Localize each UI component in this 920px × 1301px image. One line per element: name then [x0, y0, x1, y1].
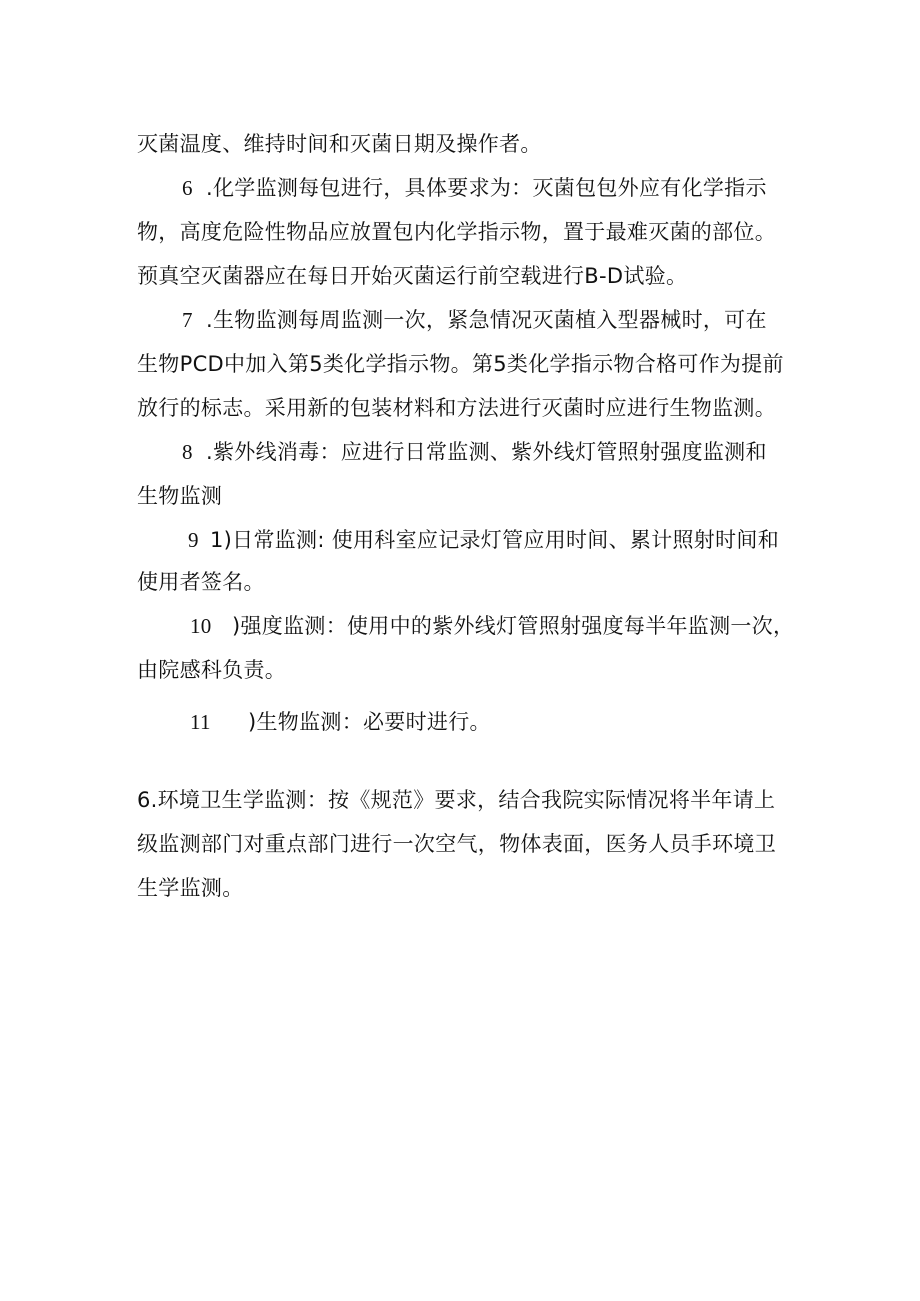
- line-text: 1)日常监测: 使用科室应记录灯管应用时间、累计照射时间和: [210, 528, 780, 552]
- list-item-6-line-1: [182, 174, 767, 202]
- line-text: 级监测部门对重点部门进行一次空气，物体表面，医务人员手环境卫: [137, 832, 776, 856]
- line-text: 6.环境卫生学监测：按《规范》要求，结合我院实际情况将半年请上: [137, 788, 776, 812]
- line-text: 由院感科负责。: [137, 658, 287, 682]
- list-item-11-line-1: [190, 708, 491, 736]
- list-item-10-line-2: [137, 656, 286, 684]
- line-text: 物，高度危险性物品应放置包内化学指示物，置于最难灭菌的部位。: [137, 220, 776, 244]
- list-item-7-line-2: [137, 350, 784, 378]
- list-item-9-line-2: [137, 568, 265, 596]
- line-text: .化学监测每包进行，具体要求为：灭菌包包外应有化学指示: [206, 176, 767, 200]
- list-item-6-line-2: [137, 218, 776, 246]
- list-item-7-line-3: [137, 394, 776, 422]
- line-text: 生学监测。: [137, 876, 244, 900]
- line-text: 生物PCD中加入第5类化学指示物。第5类化学指示物合格可作为提前: [137, 352, 784, 376]
- line-text: )生物监测：必要时进行。: [248, 710, 491, 734]
- line-text: )强度监测：使用中的紫外线灯管照射强度每半年监测一次，: [232, 614, 795, 638]
- item-number: 7: [182, 308, 193, 332]
- list-item-9-line-1: [188, 526, 779, 554]
- item-number: 9: [188, 528, 199, 552]
- item-number: 11: [190, 710, 211, 734]
- line-text: 预真空灭菌器应在每日开始灭菌运行前空载进行B-D试验。: [137, 264, 688, 288]
- list-item-6-line-3: [137, 262, 687, 290]
- item-number: 6: [182, 176, 193, 200]
- line-text: 灭菌温度、维持时间和灭菌日期及操作者。: [137, 132, 542, 156]
- item-number: 8: [182, 440, 193, 464]
- line-text: 使用者签名。: [137, 570, 265, 594]
- list-item-8-line-1: [182, 438, 767, 466]
- section-paragraph-line-3: [137, 874, 244, 902]
- line-text: .紫外线消毒：应进行日常监测、紫外线灯管照射强度监测和: [206, 440, 767, 464]
- paragraph-line: [137, 130, 542, 158]
- list-item-10-line-1: [190, 612, 794, 640]
- line-text: 生物监测: [137, 484, 223, 508]
- section-paragraph-line-1: [137, 786, 775, 814]
- section-paragraph-line-2: [137, 830, 776, 858]
- list-item-8-line-2: [137, 482, 222, 510]
- item-number: 10: [190, 614, 212, 638]
- line-text: 放行的标志。采用新的包装材料和方法进行灭菌时应进行生物监测。: [137, 396, 776, 420]
- list-item-7-line-1: [182, 306, 767, 334]
- line-text: .生物监测每周监测一次，紧急情况灭菌植入型器械时，可在: [206, 308, 767, 332]
